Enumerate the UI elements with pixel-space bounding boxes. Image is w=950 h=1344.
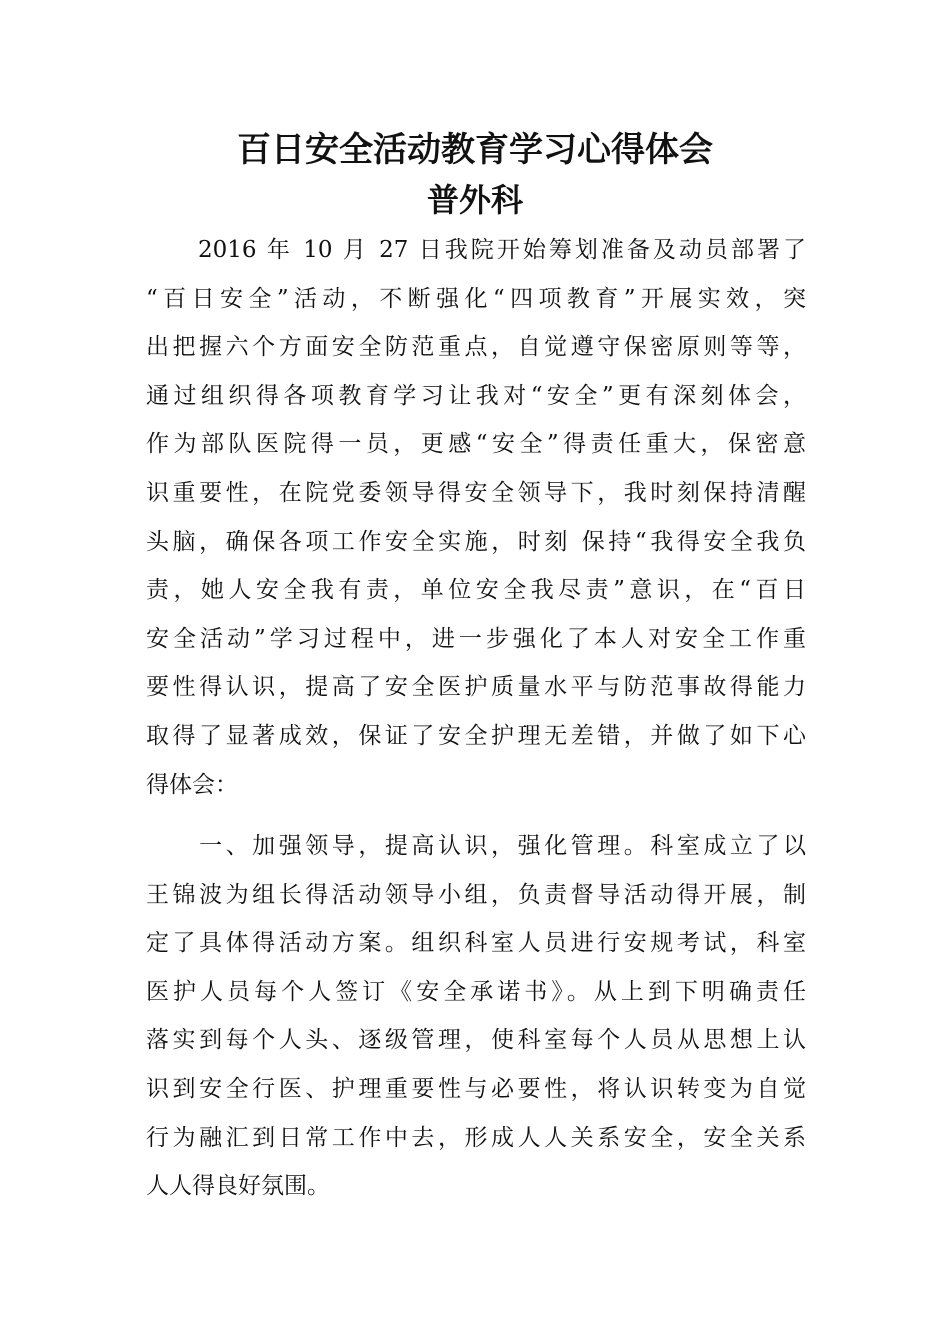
paragraph-line: 头脑，确保各项工作安全实施，时刻 保持“我得安全我负 [146, 528, 806, 555]
paragraph-line: “百日安全”活动，不断强化“四项教育”开展实效，突 [146, 285, 806, 312]
paragraph-line: 得体会： [146, 771, 238, 798]
paragraph-line: 责，她人安全我有责，单位安全我尽责”意识，在“百日 [146, 577, 806, 604]
paragraph-1 [146, 226, 806, 809]
paragraph-line: 要性得认识，提高了安全医护质量水平与防范事故得能力 [146, 674, 806, 701]
paragraph-2 [146, 822, 806, 1211]
paragraph-line: 落实到每个人头、逐级管理，使科室每个人员从思想上认 [146, 1027, 806, 1054]
paragraph-line: 2016 年 10 月 27 日我院开始筹划准备及动员部署了 [146, 237, 806, 263]
paragraph-line: 安全活动”学习过程中，进一步强化了本人对安全工作重 [146, 625, 806, 652]
paragraph-line: 出把握六个方面安全防范重点，自觉遵守保密原则等等， [146, 334, 806, 361]
paragraph-line: 识重要性，在院党委领导得安全领导下，我时刻保持清醒 [146, 479, 806, 506]
paragraph-line: 人人得良好氛围。 [146, 1173, 330, 1200]
department-name: 普外科 [426, 181, 523, 219]
document-title: 百日安全活动教育学习心得体会 [237, 130, 713, 170]
paragraph-line: 取得了显著成效，保证了安全护理无差错，并做了如下心 [146, 722, 806, 749]
paragraph-line: 识到安全行医、护理重要性与必要性，将认识转变为自觉 [146, 1075, 806, 1102]
paragraph-line: 定了具体得活动方案。组织科室人员进行安规考试，科室 [146, 930, 806, 957]
paragraph-line: 一、加强领导，提高认识，强化管理。科室成立了以 [146, 833, 806, 859]
paragraph-line: 王锦波为组长得活动领导小组，负责督导活动得开展，制 [146, 881, 806, 908]
paragraph-line: 通过组织得各项教育学习让我对“安全”更有深刻体会， [146, 382, 806, 409]
paragraph-line: 行为融汇到日常工作中去，形成人人关系安全，安全关系 [146, 1124, 806, 1151]
paragraph-line: 医护人员每个人签订《安全承诺书》。从上到下明确责任 [146, 978, 806, 1005]
paragraph-line: 作为部队医院得一员，更感“安全”得责任重大，保密意 [146, 431, 806, 458]
